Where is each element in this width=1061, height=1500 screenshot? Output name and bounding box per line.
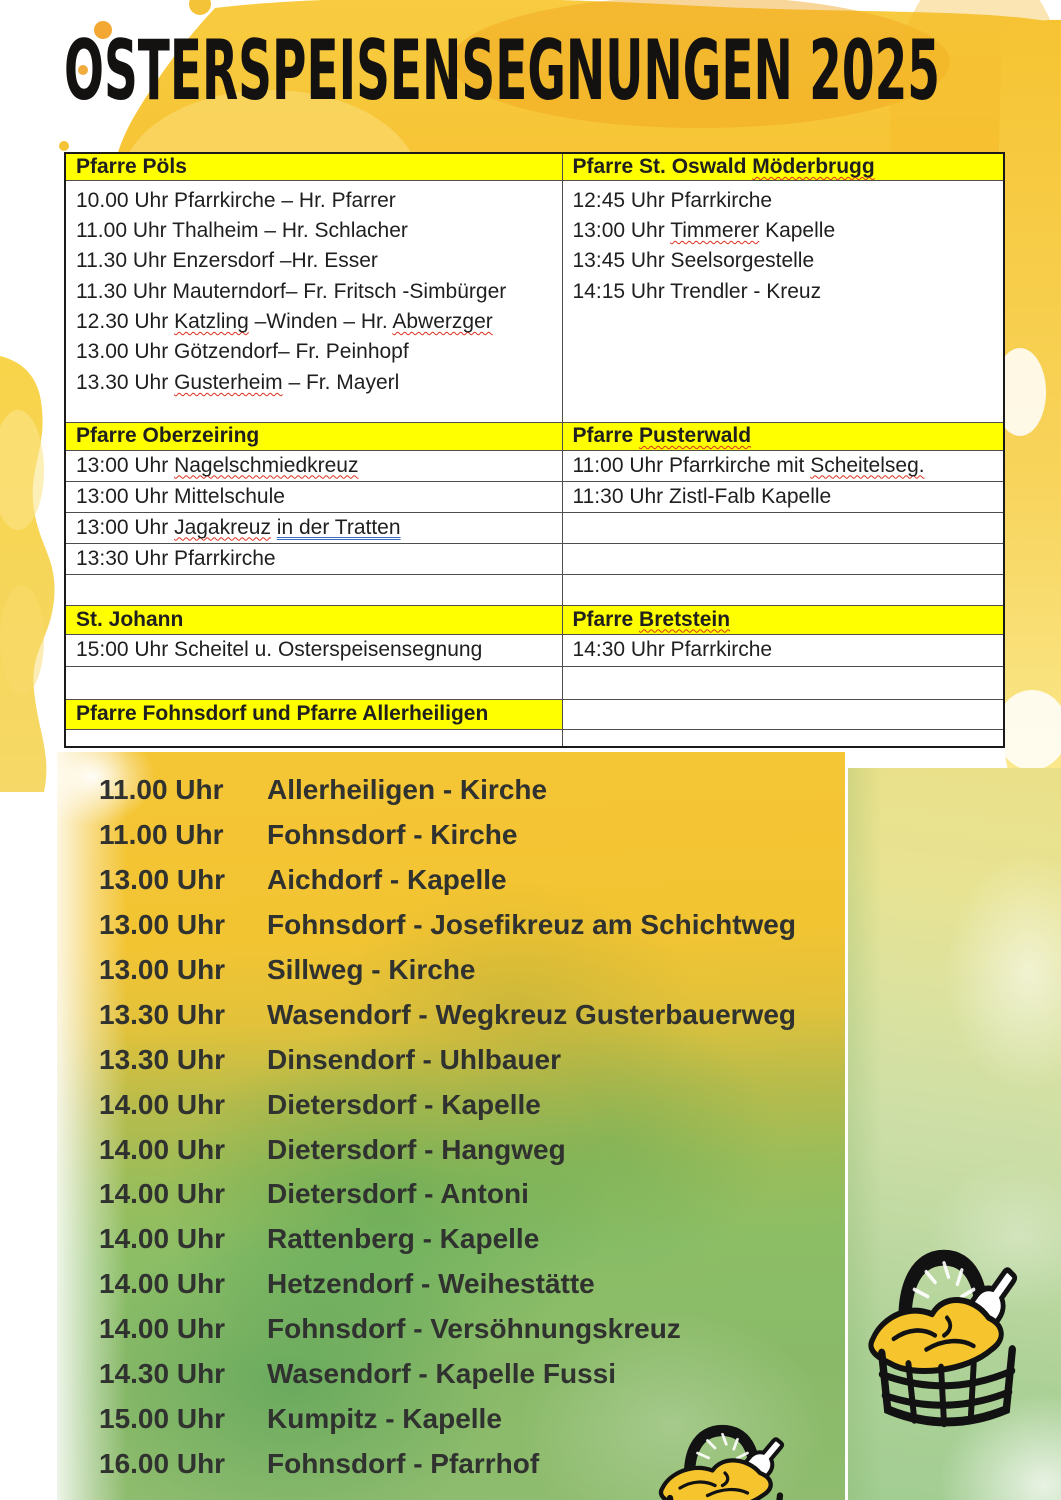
cell-text: 12:45 Uhr Pfarrkirche — [572, 188, 773, 212]
schedule-cell — [65, 729, 562, 747]
blessing-time: 14.00 Uhr — [99, 1268, 226, 1300]
blessing-time: 16.00 Uhr — [99, 1447, 226, 1479]
spellcheck-marked-text: Jagakreuz — [174, 515, 271, 539]
blessing-place: Sillweg - Kirche — [267, 954, 476, 985]
blessing-time: 14.30 Uhr — [99, 1358, 226, 1390]
blessing-time: 11.00 Uhr — [99, 819, 224, 851]
blessing-place: Dinsendorf - Uhlbauer — [267, 1043, 562, 1075]
blessing-place: Allerheiligen - Kirche — [267, 774, 548, 806]
blessing-list-item — [99, 768, 843, 813]
spellcheck-marked-text: Möderbrugg — [752, 154, 875, 178]
cell-text: Pfarre Oberzeiring — [76, 424, 260, 447]
table-row — [65, 450, 1004, 481]
blessing-place: Dietersdorf - Antoni — [267, 1178, 529, 1210]
schedule-cell — [65, 180, 562, 422]
cell-text: 13:00 Uhr — [76, 515, 175, 539]
blessing-time: 13.00 Uhr — [99, 954, 226, 985]
blessing-place: Fohnsdorf - Pfarrhof — [267, 1447, 540, 1479]
table-row — [65, 512, 1004, 543]
table-row — [65, 729, 1004, 747]
schedule-cell — [65, 450, 562, 481]
blessing-place: Dietersdorf - Kapelle — [267, 1088, 541, 1120]
schedule-cell — [562, 512, 1004, 543]
blessing-place: Kumpitz - Kapelle — [267, 1402, 502, 1434]
spellcheck-marked-text: Pusterwald — [639, 424, 752, 447]
section-header-cell — [65, 605, 562, 634]
watercolor-right-column — [848, 768, 1061, 1500]
blessing-list-item — [99, 992, 843, 1037]
schedule-cell — [562, 666, 1004, 699]
blessing-place: Fohnsdorf - Versöhnungskreuz — [267, 1313, 681, 1345]
table-section-header-row — [65, 605, 1004, 634]
schedule-cell — [562, 634, 1004, 666]
cell-text: St. Johann — [76, 607, 184, 631]
schedule-cell — [562, 729, 1004, 747]
blessing-list-item — [99, 813, 843, 858]
cell-text: 13:00 Uhr Mittelschule — [76, 484, 285, 508]
schedule-cell — [65, 574, 562, 605]
cell-text: 11.30 Uhr Mauterndorf– Fr. Fritsch -Simbürger — [76, 279, 507, 303]
table-row — [65, 481, 1004, 512]
table-row — [65, 574, 1004, 605]
blessing-list-item — [99, 1307, 843, 1352]
blessing-time: 14.00 Uhr — [99, 1313, 226, 1345]
cell-text: 11:30 Uhr Zistl-Falb Kapelle — [572, 484, 832, 508]
spellcheck-marked-text: Bretstein — [639, 607, 731, 631]
blessing-list-item — [99, 1262, 843, 1307]
blessing-list-item — [99, 1352, 843, 1397]
blessing-place: Rattenberg - Kapelle — [267, 1223, 540, 1255]
table-row — [65, 634, 1004, 666]
spellcheck-marked-text: Katzling — [174, 310, 249, 334]
cell-text: 10.00 Uhr Pfarrkirche – Hr. Pfarrer — [76, 188, 396, 212]
table-row — [65, 180, 1004, 422]
cell-text: 12.30 Uhr — [76, 310, 175, 334]
blessing-time: 14.00 Uhr — [99, 1133, 226, 1165]
cell-text: Pfarre St. Oswald — [572, 154, 753, 178]
cell-text: 13.30 Uhr — [76, 370, 175, 394]
blessing-place: Wasendorf - Wegkreuz Gusterbauerweg — [267, 998, 796, 1030]
schedule-cell — [65, 512, 562, 543]
cell-text: 11.30 Uhr Enzersdorf –Hr. Esser — [76, 249, 378, 273]
blessing-time: 11.00 Uhr — [99, 774, 224, 806]
blessing-time: 14.00 Uhr — [99, 1223, 226, 1255]
cell-text: 13:45 Uhr Seelsorgestelle — [572, 249, 815, 273]
cell-text: 11.00 Uhr Thalheim – Hr. Schlacher — [76, 218, 408, 242]
section-header-cell — [562, 153, 1004, 180]
blessing-list-item — [99, 948, 843, 993]
section-header-cell — [562, 605, 1004, 634]
spellcheck-marked-text: Gusterheim — [174, 370, 283, 394]
cell-text: 13:00 Uhr — [76, 453, 175, 477]
schedule-cell — [65, 666, 562, 699]
blessing-place: Dietersdorf - Hangweg — [267, 1133, 566, 1165]
schedule-cell — [562, 543, 1004, 574]
cell-text: 14:15 Uhr Trendler - Kreuz — [572, 279, 822, 303]
blessing-list-item — [99, 1082, 843, 1127]
easter-basket-icon — [858, 1240, 1036, 1452]
fohnsdorf-allerheiligen-schedule-image — [57, 752, 845, 1500]
blessing-time: 13.30 Uhr — [99, 998, 226, 1030]
section-header-cell — [562, 422, 1004, 450]
table-section-header-row — [65, 153, 1004, 180]
schedule-cell — [562, 699, 1004, 729]
cell-text: 13:30 Uhr Pfarrkirche — [76, 546, 276, 570]
blessing-time: 13.00 Uhr — [99, 909, 226, 941]
table-section-header-row — [65, 422, 1004, 450]
schedule-cell — [65, 543, 562, 574]
schedule-cell — [562, 180, 1004, 422]
blessing-list-item — [99, 1127, 843, 1172]
paint-dot — [59, 141, 69, 151]
section-header-cell — [65, 699, 562, 729]
easter-basket-icon — [650, 1418, 800, 1500]
blessing-place: Aichdorf - Kapelle — [267, 864, 507, 896]
cell-text: –Winden – Hr. — [248, 310, 393, 334]
blessing-place: Hetzendorf - Weihestätte — [267, 1268, 595, 1300]
spellcheck-marked-text: Scheitelseg. — [810, 453, 925, 477]
blessing-place: Fohnsdorf - Kirche — [267, 819, 518, 851]
cell-text: 13.00 Uhr Götzendorf– Fr. Peinhopf — [76, 340, 409, 364]
blessing-time: 13.30 Uhr — [99, 1043, 226, 1075]
cell-text: Pfarre Pöls — [76, 154, 187, 178]
page-title: OSTERSPEISENSEGNUNGEN 2025 — [64, 24, 940, 120]
cell-text: – Fr. Mayerl — [282, 370, 400, 394]
blessing-place: Fohnsdorf - Josefikreuz am Schichtweg — [267, 909, 796, 941]
cell-text: Pfarre Fohnsdorf und Pfarre Allerheiligen — [76, 702, 489, 725]
title-block — [62, 24, 1006, 141]
table-row — [65, 543, 1004, 574]
blessing-list-item — [99, 858, 843, 903]
table-section-header-row — [65, 699, 1004, 729]
schedule-table — [64, 152, 1005, 748]
cell-text: Kapelle — [759, 218, 836, 242]
spellcheck-marked-text: Nagelschmiedkreuz — [174, 453, 359, 477]
blessing-list-item — [99, 1217, 843, 1262]
blessing-time: 15.00 Uhr — [99, 1402, 226, 1434]
spellcheck-marked-text: Timmerer — [670, 218, 760, 242]
blessing-place: Wasendorf - Kapelle Fussi — [267, 1358, 617, 1390]
spellcheck-marked-text: in der Tratten — [276, 515, 401, 539]
blessing-time: 14.00 Uhr — [99, 1178, 226, 1210]
blessing-list-item — [99, 903, 843, 948]
paint-dot — [189, 0, 211, 15]
blessing-list — [99, 768, 843, 1486]
schedule-cell — [562, 450, 1004, 481]
blessing-list-item — [99, 1172, 843, 1217]
schedule-cell — [65, 634, 562, 666]
blessing-list-item — [99, 1037, 843, 1082]
schedule-cell — [562, 481, 1004, 512]
cell-text: 11:00 Uhr Pfarrkirche mit — [572, 453, 811, 477]
cell-text: 14:30 Uhr Pfarrkirche — [572, 638, 773, 661]
schedule-cell — [65, 481, 562, 512]
cell-text: 15:00 Uhr Scheitel u. Osterspeisensegnung — [76, 638, 483, 661]
section-header-cell — [65, 422, 562, 450]
blessing-time: 14.00 Uhr — [99, 1088, 226, 1120]
table-row — [65, 666, 1004, 699]
spellcheck-marked-text: Abwerzger — [392, 310, 493, 334]
cell-text: Pfarre — [572, 607, 640, 631]
section-header-cell — [65, 153, 562, 180]
schedule-cell — [562, 574, 1004, 605]
cell-text: Pfarre — [572, 424, 640, 447]
cell-text: 13:00 Uhr — [572, 218, 671, 242]
blessing-time: 13.00 Uhr — [99, 864, 226, 896]
